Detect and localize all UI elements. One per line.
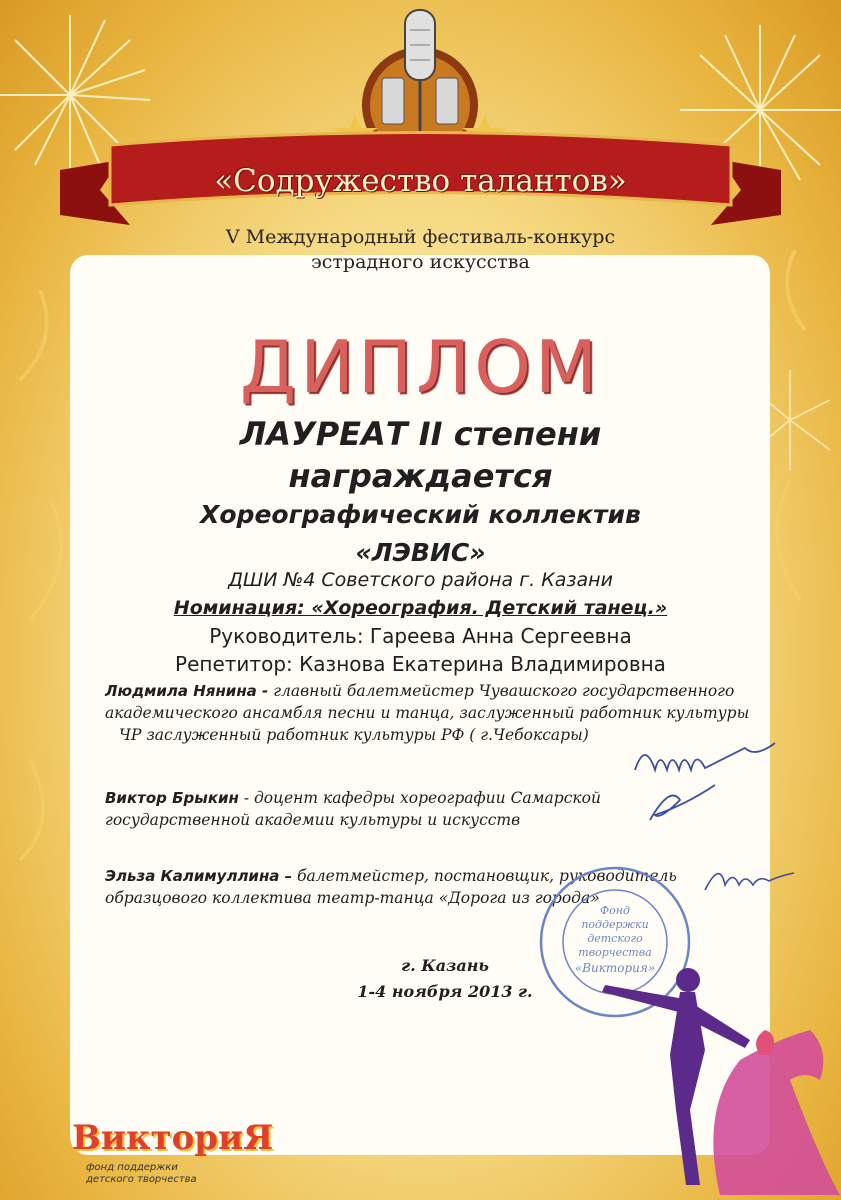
festival-subtitle	[0, 225, 841, 275]
dancing-couple-icon	[590, 960, 840, 1200]
place-date	[340, 953, 550, 1005]
diploma-title: ДИПЛОМ	[239, 325, 602, 409]
jury-name: Эльза Калимуллина –	[105, 867, 293, 885]
jury-role-cont: академического ансамбля песни и танца, заслуженный работник культуры	[105, 704, 750, 722]
rehearser: Репетитор: Казнова Екатерина Владимировна	[175, 652, 666, 676]
school-name: ДШИ №4 Советского района г. Казани	[228, 569, 613, 591]
city: г. Казань	[401, 956, 489, 975]
collective-type: Хореографический коллектив	[200, 500, 641, 529]
jury-role: главный балетмейстер Чувашского государственного	[273, 682, 735, 700]
jury-name: Людмила Нянина -	[105, 682, 269, 700]
stamp-line-4: творчества	[578, 946, 652, 959]
collective-name: «ЛЭВИС»	[355, 538, 486, 567]
jury-role-cont: ЧР заслуженный работник культуры РФ ( г.Чебоксары)	[119, 726, 589, 744]
subtitle-line-1: V Международный фестиваль-конкурс	[225, 226, 616, 248]
stamp-line-5: «Виктория»	[574, 961, 656, 975]
jury-role-cont: образцового коллектива театр-танца «Дорога из города»	[105, 889, 600, 907]
laureate-block	[0, 413, 841, 497]
awarded-text: награждается	[288, 457, 553, 495]
signature-2-icon	[640, 780, 740, 830]
victoria-logo: ВикториЯ	[72, 1118, 274, 1158]
subtitle-line-2: эстрадного искусства	[311, 251, 530, 273]
jury-name: Виктор Брыкин	[105, 789, 239, 807]
signature-1-icon	[630, 735, 780, 785]
stamp-line-1: Фонд	[600, 904, 630, 917]
event-date: 1-4 ноября 2013 г.	[357, 982, 533, 1001]
logo-tagline: фонд поддержки детского творчества	[86, 1162, 197, 1185]
laureate-degree: ЛАУРЕАТ II степени	[239, 415, 602, 453]
stamp-line-3: детского	[587, 932, 643, 945]
signature-3-icon	[700, 860, 800, 900]
participant-info	[0, 566, 841, 678]
jury-role: - доцент кафедры хореографии Самарской	[243, 789, 601, 807]
jury-role: балетмейстер, постановщик, руководитель	[297, 867, 677, 885]
nomination: Номинация: «Хореография. Детский танец.»	[173, 597, 668, 619]
collective-block	[0, 496, 841, 572]
festival-name: «Содружество талантов»	[214, 163, 627, 199]
stamp-line-2: поддержки	[581, 918, 649, 931]
leader: Руководитель: Гареева Анна Сергеевна	[209, 624, 632, 648]
jury-role-cont: государственной академии культуры и искусств	[105, 811, 521, 829]
